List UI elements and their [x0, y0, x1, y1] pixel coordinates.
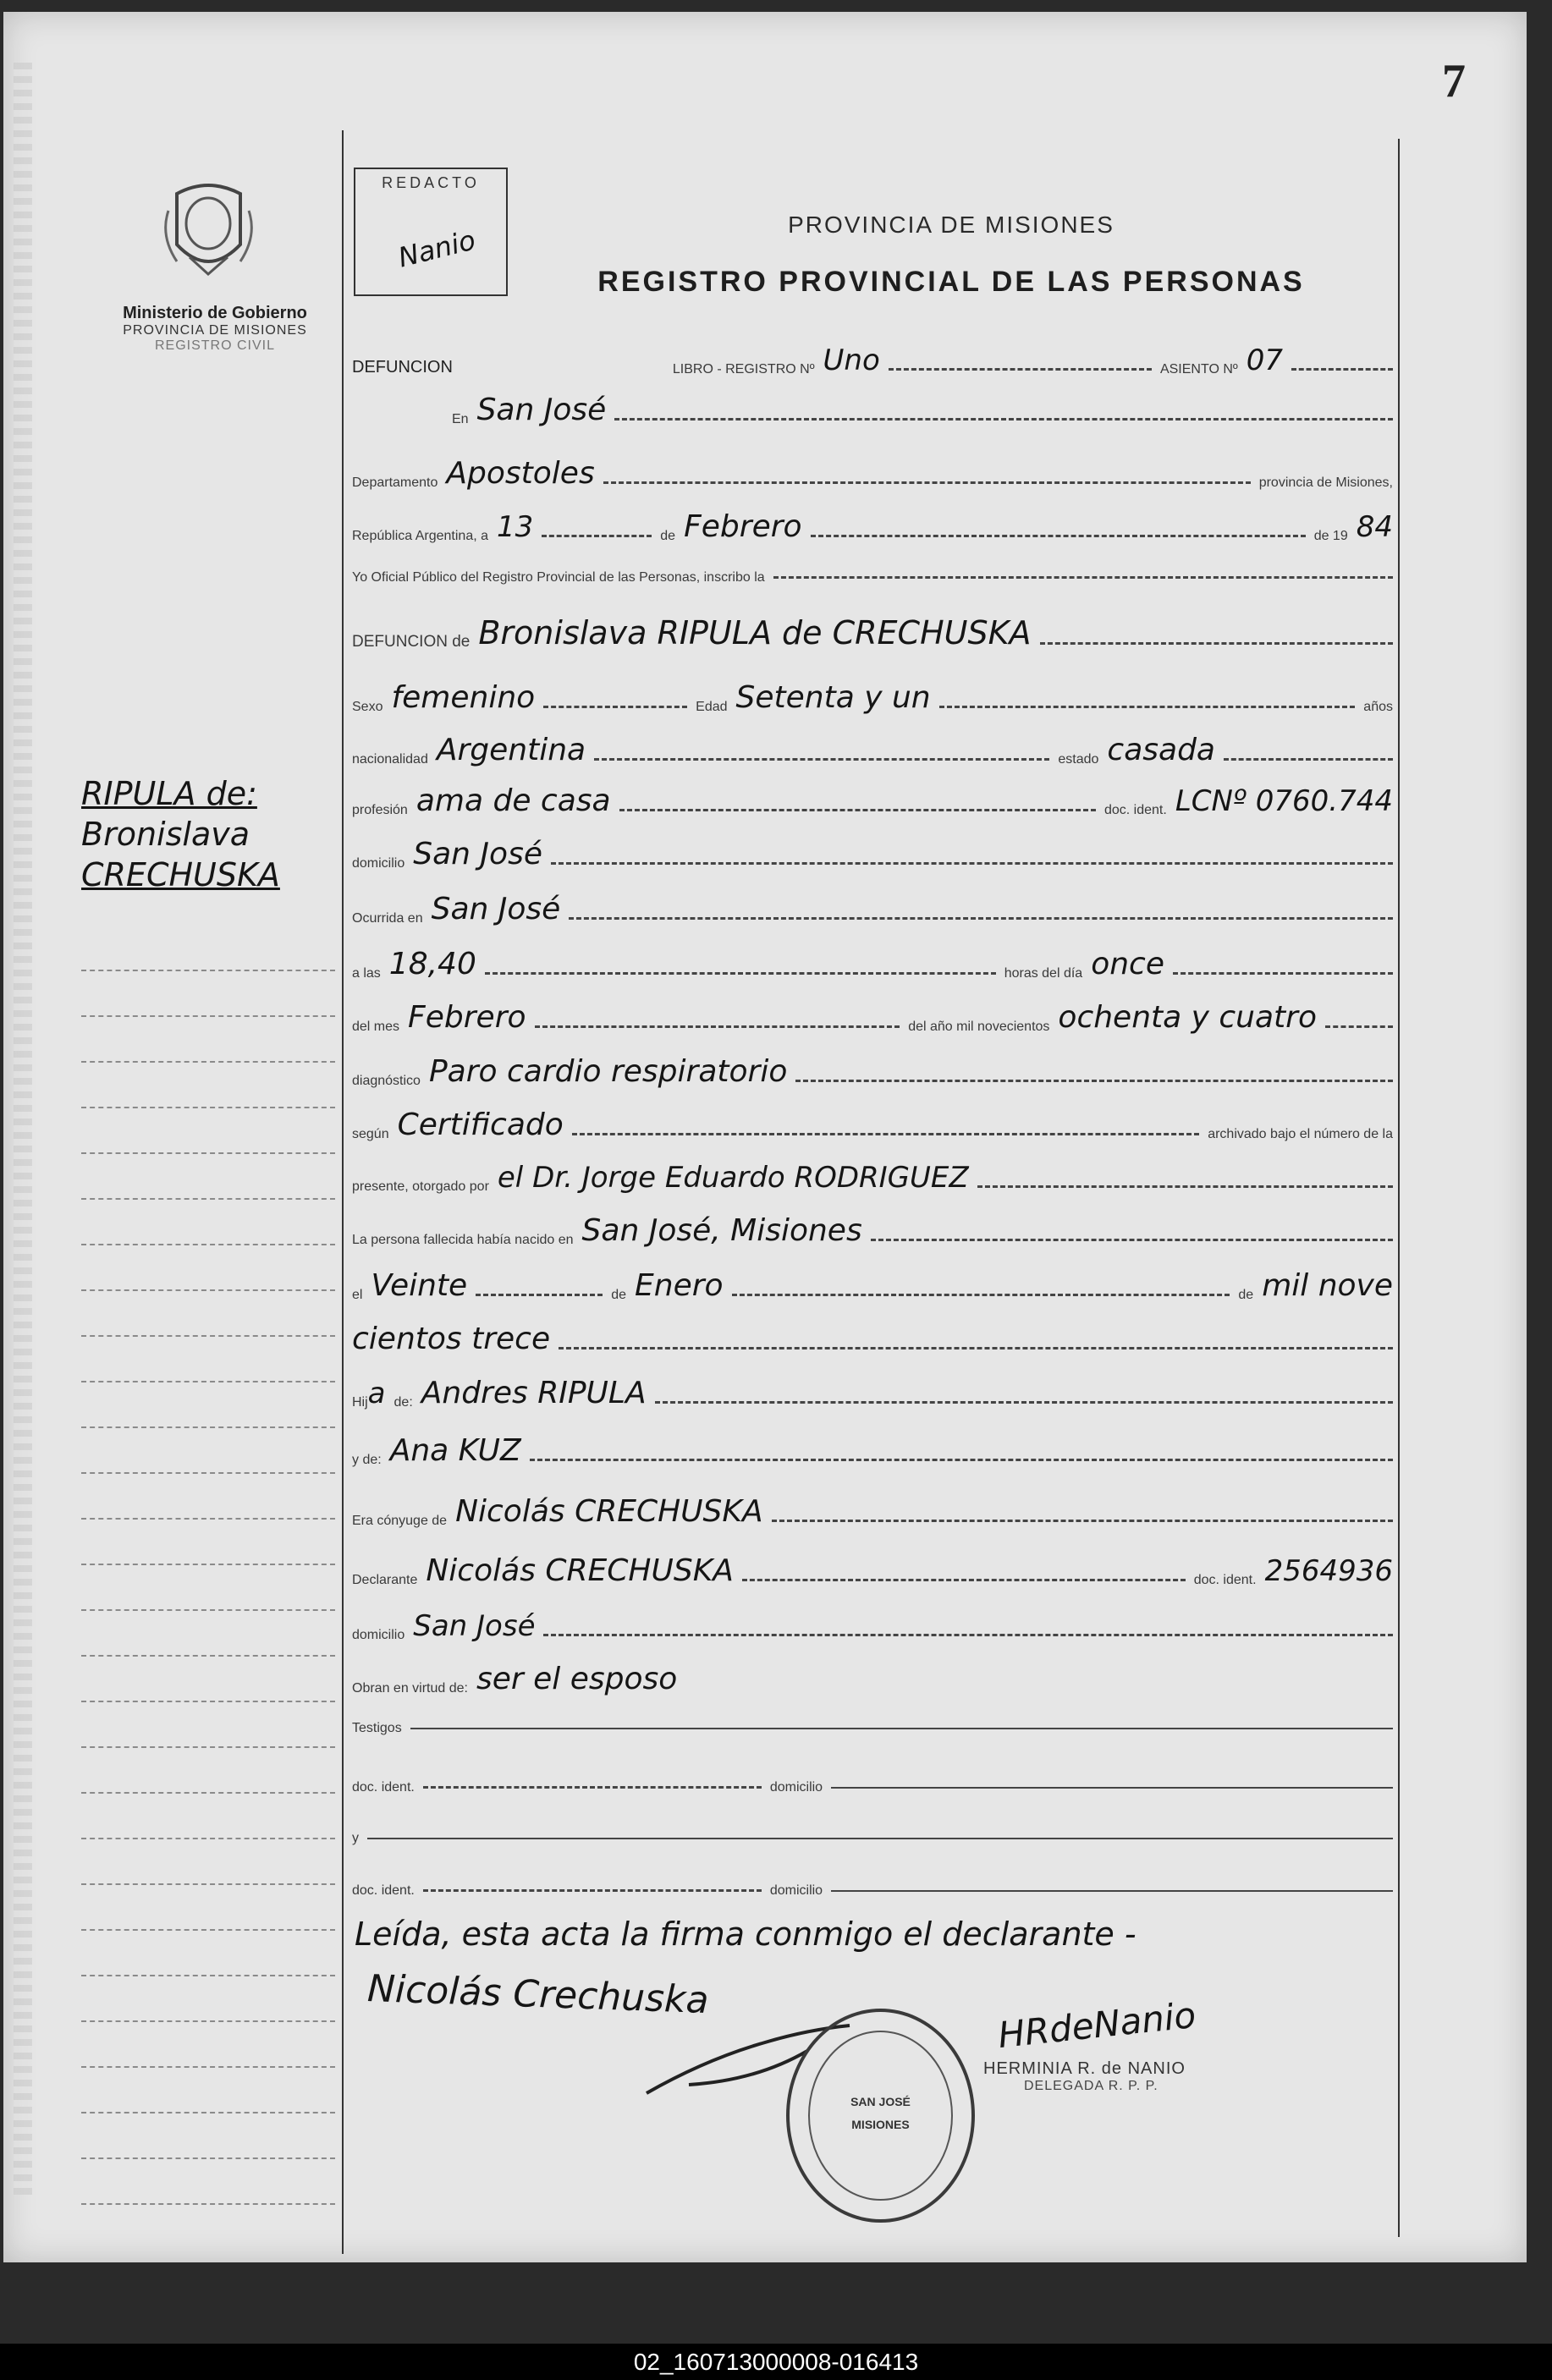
- asiento-label: ASIENTO Nº: [1159, 362, 1238, 377]
- leida-text: Leída, esta acta la firma conmigo el declarante -: [355, 1916, 1136, 1953]
- segun-label: según: [352, 1127, 389, 1141]
- seal-line1: SAN JOSÉ: [850, 2095, 911, 2108]
- row-domicilio: [352, 837, 1393, 871]
- registry-seal: [786, 2009, 975, 2223]
- profesion-label: profesión: [352, 803, 408, 817]
- nacido-label: La persona fallecida había nacido en: [352, 1233, 574, 1247]
- ocurrida-label: Ocurrida en: [352, 911, 423, 926]
- nacionalidad-value: Argentina: [436, 733, 586, 767]
- row-departamento: [352, 456, 1393, 491]
- doc-ident4-label: doc. ident.: [352, 1883, 415, 1898]
- doc-value: LCNº 0760.744: [1175, 784, 1393, 818]
- profesion-value: ama de casa: [416, 783, 611, 818]
- anos-label: años: [1363, 700, 1393, 714]
- coat-of-arms-icon: [160, 177, 257, 283]
- row-presente: [352, 1161, 1393, 1195]
- margin-note-line2: Bronislava: [81, 816, 250, 853]
- redacto-box: [354, 168, 508, 296]
- image-id-footer: 02_160713000008-016413: [0, 2344, 1552, 2380]
- row-hijo: [352, 1376, 1393, 1410]
- row-en: [452, 393, 1393, 427]
- doc-ident2-label: doc. ident.: [1193, 1573, 1257, 1587]
- declarante-value: Nicolás CRECHUSKA: [426, 1553, 734, 1588]
- departamento-value: Apostoles: [446, 456, 595, 491]
- provincia-label: provincia de Misiones,: [1258, 475, 1393, 490]
- row-profesion: [352, 783, 1393, 818]
- fallecido-value: Bronislava RIPULA de CRECHUSKA: [478, 614, 1032, 651]
- edad-label: Edad: [696, 700, 728, 714]
- hijo-de-label: de:: [394, 1395, 413, 1410]
- officer-role: DELEGADA R. P. P.: [1024, 2079, 1158, 2093]
- edad-value: Setenta y un: [735, 680, 931, 715]
- del-mes-value: Febrero: [408, 1000, 526, 1035]
- estado-value: casada: [1107, 733, 1215, 767]
- row-nacido: [352, 1213, 1393, 1248]
- nacido-value: San José, Misiones: [581, 1213, 862, 1248]
- margin-note-line1: RIPULA de:: [81, 775, 257, 812]
- hora-value: 18,40: [388, 947, 476, 981]
- margin-note: [81, 773, 280, 895]
- nac-dia-value: Veinte: [371, 1268, 468, 1303]
- row-conyuge: [352, 1494, 1393, 1529]
- officer-name: HERMINIA R. de NANIO: [983, 2059, 1186, 2078]
- madre-value: Ana KUZ: [389, 1433, 521, 1468]
- nac-mes-value: Enero: [635, 1268, 724, 1303]
- row-declarante: [352, 1553, 1393, 1588]
- a-las-label: a las: [352, 966, 381, 981]
- obran-label: Obran en virtud de:: [352, 1681, 468, 1696]
- row-nac-fecha: [352, 1268, 1393, 1303]
- nac-de-label: de: [611, 1288, 626, 1302]
- row-madre: [352, 1433, 1393, 1468]
- testigos-label: Testigos: [352, 1721, 402, 1735]
- domicilio-value: San José: [413, 837, 542, 871]
- sexo-label: Sexo: [352, 700, 383, 714]
- del-mes-label: del mes: [352, 1020, 400, 1034]
- page-number: 7: [1442, 55, 1466, 107]
- margin-note-line3: CRECHUSKA: [81, 856, 280, 893]
- doc-ident3-label: doc. ident.: [352, 1780, 415, 1795]
- row-fecha: [352, 509, 1393, 544]
- hijo-suffix: a: [367, 1377, 386, 1410]
- mes-value: Febrero: [684, 509, 802, 544]
- diagnostico-value: Paro cardio respiratorio: [428, 1054, 788, 1089]
- dia-texto-value: once: [1091, 947, 1164, 981]
- segun-value: Certificado: [397, 1108, 564, 1142]
- row-libro: [352, 344, 1393, 377]
- en-value: San José: [476, 393, 607, 427]
- en-label: En: [452, 412, 469, 426]
- row-hora: [352, 947, 1393, 981]
- redacto-signature: Nanio: [394, 223, 479, 274]
- declarante-doc: 2564936: [1264, 1554, 1393, 1588]
- doc-ident-label: doc. ident.: [1103, 803, 1167, 817]
- row-nac-anio-cont: [352, 1322, 1393, 1356]
- y-de-label: y de:: [352, 1453, 382, 1467]
- del-anio-label: del año mil novecientos: [908, 1020, 1050, 1034]
- row-fallecido: [352, 614, 1393, 651]
- padre-value: Andres RIPULA: [421, 1376, 647, 1410]
- row-diagnostico: [352, 1054, 1393, 1089]
- domicilio3-label: domicilio: [769, 1780, 823, 1795]
- domicilio4-label: domicilio: [769, 1883, 823, 1898]
- y-label: y: [352, 1831, 359, 1845]
- conyuge-label: Era cónyuge de: [352, 1514, 448, 1528]
- margin-rule: [342, 130, 344, 2254]
- nac-anio-value: mil nove: [1262, 1268, 1393, 1303]
- defuncion-label: DEFUNCION: [352, 358, 453, 377]
- del-anio-value: ochenta y cuatro: [1058, 1000, 1317, 1035]
- ocurrida-value: San José: [431, 892, 561, 926]
- diagnostico-label: diagnóstico: [352, 1074, 421, 1088]
- redacto-label: REDACTO: [382, 174, 480, 191]
- presente-value: el Dr. Jorge Eduardo RODRIGUEZ: [497, 1161, 969, 1195]
- row-nacionalidad: [352, 733, 1393, 767]
- row-obran: [352, 1662, 1393, 1696]
- declarante-label: Declarante: [352, 1573, 418, 1587]
- row-domicilio2: [352, 1609, 1393, 1643]
- ministry-heading: [88, 304, 342, 354]
- binding-holes: [14, 63, 32, 2195]
- republica-label: República Argentina, a: [352, 529, 488, 543]
- row-del-mes: [352, 1000, 1393, 1035]
- registry-title: REGISTRO PROVINCIAL DE LAS PERSONAS: [597, 266, 1305, 298]
- estado-label: estado: [1058, 752, 1099, 767]
- province-title: PROVINCIA DE MISIONES: [788, 212, 1114, 238]
- domicilio2-value: San José: [413, 1609, 536, 1643]
- ministry-line3: REGISTRO CIVIL: [154, 338, 276, 353]
- row-testigos: [352, 1721, 1393, 1736]
- obran-value: ser el esposo: [476, 1662, 678, 1696]
- margin-ruled-lines: [81, 926, 335, 2205]
- libro-label: LIBRO - REGISTRO Nº: [672, 362, 815, 377]
- departamento-label: Departamento: [352, 475, 438, 490]
- row-testigo2: [352, 1831, 1393, 1846]
- el-label: el: [352, 1288, 363, 1302]
- nac-de2-label: de: [1238, 1288, 1254, 1302]
- officer-signature: HRdeNanio: [996, 1993, 1198, 2057]
- archivado-label: archivado bajo el número de la: [1208, 1127, 1393, 1141]
- asiento-value: 07: [1246, 344, 1283, 377]
- de19-label: de 19: [1313, 529, 1348, 543]
- hijo-label: Hij: [352, 1395, 368, 1410]
- presente-label: presente, otorgado por: [352, 1179, 489, 1194]
- horas-del-dia-label: horas del día: [1004, 966, 1083, 981]
- right-rule: [1398, 139, 1400, 2237]
- row-testigo1-doc: [352, 1780, 1393, 1795]
- ministry-line2: PROVINCIA DE MISIONES: [123, 323, 307, 338]
- seal-inner-ring: [808, 2031, 953, 2201]
- oficial-text: Yo Oficial Público del Registro Provincial de las Personas, inscribo la: [352, 570, 765, 585]
- anio-value: 84: [1356, 510, 1393, 544]
- register-page: [3, 12, 1527, 2262]
- row-ocurrida: [352, 892, 1393, 926]
- domicilio-label: domicilio: [352, 856, 405, 871]
- nac-anio-cont: cientos trece: [352, 1322, 551, 1356]
- row-oficial: [352, 570, 1393, 585]
- domicilio2-label: domicilio: [352, 1628, 405, 1642]
- row-segun: [352, 1108, 1393, 1142]
- defuncion-de-label: DEFUNCION de: [352, 633, 471, 651]
- conyuge-value: Nicolás CRECHUSKA: [455, 1494, 763, 1529]
- sexo-value: femenino: [391, 680, 536, 715]
- nacionalidad-label: nacionalidad: [352, 752, 428, 767]
- dia-value: 13: [497, 510, 534, 544]
- officer-block: [983, 2059, 1186, 2094]
- declarante-signature: Nicolás Crechuska: [366, 1966, 710, 2023]
- ministry-line1: Ministerio de Gobierno: [123, 304, 307, 322]
- seal-line2: MISIONES: [851, 2118, 910, 2131]
- row-sexo: [352, 680, 1393, 715]
- de-label: de: [660, 529, 676, 543]
- libro-value: Uno: [823, 344, 880, 377]
- row-testigo2-doc: [352, 1883, 1393, 1899]
